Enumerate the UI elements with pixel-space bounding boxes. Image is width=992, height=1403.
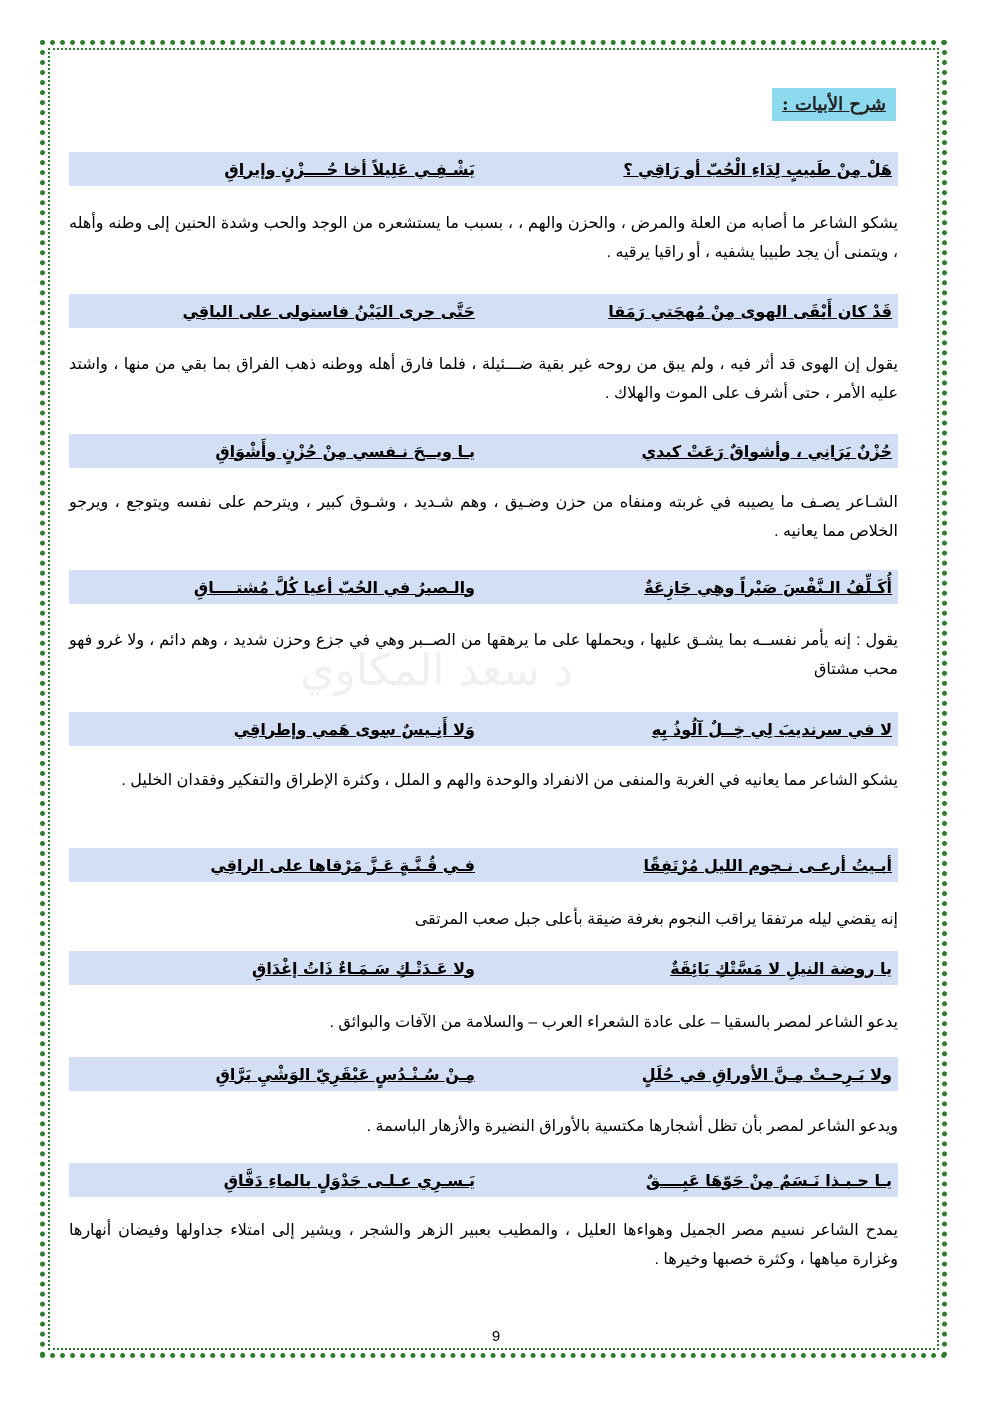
verse-explanation: يشكو الشاعر مما يعانيه في الغربة والمنفى من الانفراد والوحدة والهم و الملل ، وكثرة الإطراق والتفكير وفقدان الخليل .: [121, 772, 898, 789]
verse-hemistich-second: والـصبرُ في الحُبّ أعيا كُلَّ مُشتــــاقِ: [193, 577, 475, 597]
verse-hemistich-first: يا روضة النيلِ لا مَسَّتْكِ بَائِقَةٌ: [670, 958, 892, 978]
watermark: د سعد المكاوي: [300, 645, 574, 696]
verse-hemistich-second: يـا ويــحَ نـفسي مِنْ حُزْنٍ وأَشْوَاقِ: [215, 441, 475, 461]
verse-line: [69, 294, 898, 328]
verse-hemistich-second: فـي قُـنَّـةٍ عَـزَّ مَرْقاها على الراقِي: [210, 855, 475, 875]
verse-hemistich-second: يَـسـرِي عـلـى جَدْوَلٍ بالماءِ دَفَّاقِ: [223, 1170, 475, 1190]
verse-hemistich-second: مِـنْ سُـنْـدُسٍ عَبْقَرِيّ الوَشْيِ بَرَّاقِ: [215, 1064, 475, 1084]
verse-line: [69, 1163, 898, 1197]
verse-line: [69, 152, 898, 186]
verse-explanation: الشـاعر يصـف ما يصيبه في غربته ومنفاه من حزن وضـيق ، وهم شـديد ، وشـوق كبير ، ويترحم على نفسه ويتوجع ، ويرجو الخلاص مما يعانيه .: [69, 494, 898, 540]
verse-hemistich-first: حُزْنٌ بَرَانِي ، وأشواقٌ رَعَتْ كبدي: [641, 441, 892, 461]
verse-hemistich-first: ولا بَـرِحـتْ مِـنَّ الأوراقِ في حُلَلٍ: [641, 1064, 892, 1084]
verse-hemistich-second: ولا عَـدَتْـكِ سَـمَـاءٌ ذَاتُ إغْدَاقِ: [252, 958, 475, 978]
verse-hemistich-second: وَلا أَنِـيسٌ سِوى هَمي وإطراقِي: [233, 719, 475, 739]
verse-line: [69, 570, 898, 604]
page-number: 9: [491, 1328, 501, 1345]
verse-explanation: ويدعو الشاعر لمصر بأن تظل أشجارها مكتسية بالأوراق النضيرة والأزهار الباسمة .: [366, 1118, 898, 1135]
verse-line: [69, 712, 898, 746]
verse-hemistich-first: لا في سرنديبَ لِي خِــلٌ آلُوذُ بِهِ: [651, 719, 892, 739]
verse-hemistich-second: حَتَّى جرى البَيْنُ فاستولى على الباقِي: [182, 301, 475, 321]
verse-hemistich-second: يَشْـفِـي عَلِيلاً أخا حُــــزْنٍ وإيراقِ: [224, 159, 475, 179]
verse-hemistich-first: أُكَـلِّفُ الـنَّفْسَ صَبْراً وهِي جَازِعَةٌ: [644, 577, 892, 597]
verse-hemistich-first: يـا حـبـذا نَـسَمٌ مِنْ جَوّهَا عَبِــــقٌ: [645, 1170, 892, 1190]
verse-hemistich-first: هَلْ مِنْ طَبيبٍ لِدَاءِ الْحُبّ أو رَاقِي ؟: [623, 159, 892, 179]
verse-line: [69, 434, 898, 468]
verse-explanation: يشكو الشاعر ما أصابه من العلة والمرض ، والحزن والهم ، ، بسبب ما يستشعره من الوجد والحب وشدة الحنين إلى وطنه وأهله ، ويتمنى أن يجد طبيبا يشفيه ، أو راقيا يرقيه .: [69, 215, 898, 261]
verse-line: [69, 848, 898, 882]
verse-line: [69, 1057, 898, 1091]
verse-explanation: يقول إن الهوى قد أثر فيه ، ولم يبق من روحه غير بقية ضـــئيلة ، فلما فارق أهله ووطنه ذهب الفراق بما بقي من منها ، واشتد عليه الأمر ، حتى أشرف على الموت والهلاك .: [69, 356, 898, 402]
verse-hemistich-first: أبـيتُ أرعـى نـجوم الليل مُرْتَفِقًا: [643, 855, 892, 875]
verse-explanation: يدعو الشاعر لمصر بالسقيا – على عادة الشعراء العرب – والسلامة من الآفات والبوائق .: [329, 1014, 898, 1031]
page-title: شرح الأبيات :: [772, 88, 896, 121]
verse-hemistich-first: قَدْ كان أَبْقَى الهوى مِنْ مُهجَتي رَمَقا: [608, 301, 892, 321]
verse-line: [69, 951, 898, 985]
verse-explanation: يمدح الشاعر نسيم مصر الجميل وهواءها العليل ، والمطيب بعبير الزهر والشجر ، ويشير إلى امتلاء جداولها وفيضان أنهارها وغزارة مياهها ، وكثرة خصبها وخيرها .: [69, 1222, 899, 1268]
verse-explanation: يقول : إنه يأمر نفســه بما يشـق عليها ، ويحملها على ما يرهقها من الصــبر وهي في جزع وحزن شديد ، وهم دائم ، ولا غرو فهو محب مشتاق: [69, 632, 898, 678]
verse-explanation: إنه يقضي ليله مرتفقا يراقب النجوم بغرفة ضيقة بأعلى جبل صعب المرتقى: [414, 911, 898, 928]
